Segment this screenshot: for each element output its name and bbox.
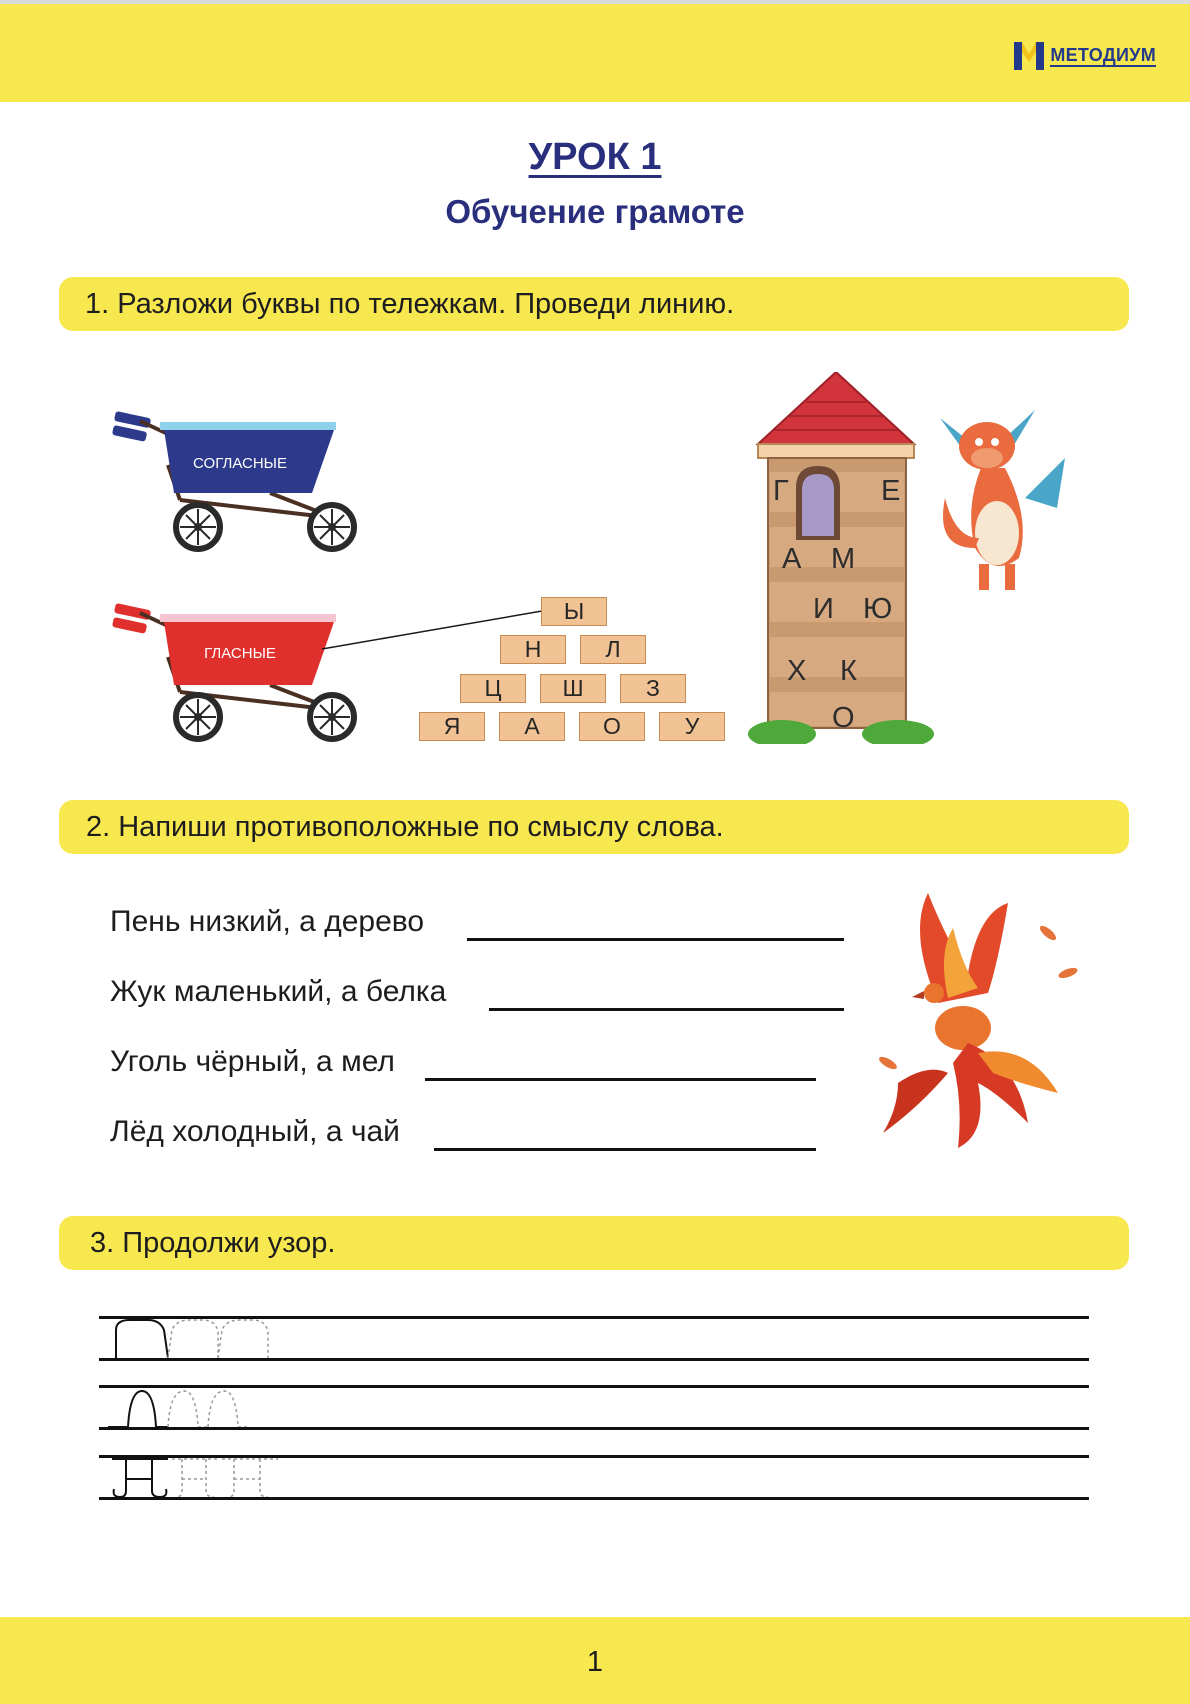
- tower-letter[interactable]: А: [782, 543, 802, 575]
- answer-line-4[interactable]: [434, 1148, 816, 1151]
- tower-letter[interactable]: Х: [787, 655, 807, 687]
- brand-logo: [1014, 40, 1156, 72]
- letter-brick[interactable]: З: [620, 674, 686, 703]
- tower-letter[interactable]: Ю: [863, 593, 893, 625]
- tower-letter[interactable]: К: [840, 655, 857, 687]
- sentence-4: Лёд холодный, а чай: [110, 1115, 400, 1148]
- answer-line-3[interactable]: [425, 1078, 816, 1081]
- tower-letter[interactable]: Е: [881, 475, 901, 507]
- letter-brick[interactable]: Н: [500, 635, 566, 664]
- pattern-row-2[interactable]: [108, 1387, 298, 1427]
- letter-brick[interactable]: Ш: [540, 674, 606, 703]
- letter-brick[interactable]: Ц: [460, 674, 526, 703]
- lesson-title: УРОК 1: [528, 136, 662, 178]
- letter-brick[interactable]: Ы: [541, 597, 607, 626]
- letter-brick[interactable]: Л: [580, 635, 646, 664]
- sentence-3: Уголь чёрный, а мел: [110, 1045, 395, 1078]
- top-border: [0, 0, 1190, 4]
- sentence-2: Жук маленький, а белка: [110, 975, 447, 1008]
- tower-letter[interactable]: О: [832, 702, 855, 734]
- task-2-banner: 2. Напиши противоположные по смыслу слова.: [59, 800, 1129, 854]
- consonants-cart: [110, 405, 370, 555]
- m-logo-icon: [1014, 40, 1044, 72]
- vowels-cart-label: ГЛАСНЫЕ: [204, 645, 276, 662]
- task-1-banner: 1. Разложи буквы по тележкам. Проведи линию.: [59, 277, 1129, 331]
- brand-name: МЕТОДИУМ: [1050, 45, 1156, 65]
- task-3-banner: 3. Продолжи узор.: [59, 1216, 1129, 1270]
- answer-line-2[interactable]: [489, 1008, 844, 1011]
- header-band: [0, 0, 1190, 102]
- letter-brick[interactable]: А: [499, 712, 565, 741]
- sentence-1: Пень низкий, а дерево: [110, 905, 425, 938]
- firebird-illustration: [868, 893, 1083, 1153]
- writing-line: [99, 1358, 1089, 1361]
- lesson-subtitle: Обучение грамоте: [445, 193, 745, 230]
- writing-line: [99, 1427, 1089, 1430]
- page-number: 1: [586, 1646, 604, 1678]
- consonants-cart-label: СОГЛАСНЫЕ: [193, 455, 287, 472]
- tower-letter[interactable]: Г: [773, 475, 789, 507]
- writing-line: [99, 1497, 1089, 1500]
- tower-letter[interactable]: М: [831, 543, 856, 575]
- pattern-row-1[interactable]: [110, 1318, 300, 1358]
- letter-brick[interactable]: О: [579, 712, 645, 741]
- letter-brick[interactable]: Я: [419, 712, 485, 741]
- tower-letter[interactable]: И: [813, 593, 834, 625]
- letter-brick[interactable]: У: [659, 712, 725, 741]
- dragon-illustration: [935, 398, 1070, 628]
- answer-line-1[interactable]: [467, 938, 844, 941]
- pattern-row-3[interactable]: [108, 1457, 298, 1497]
